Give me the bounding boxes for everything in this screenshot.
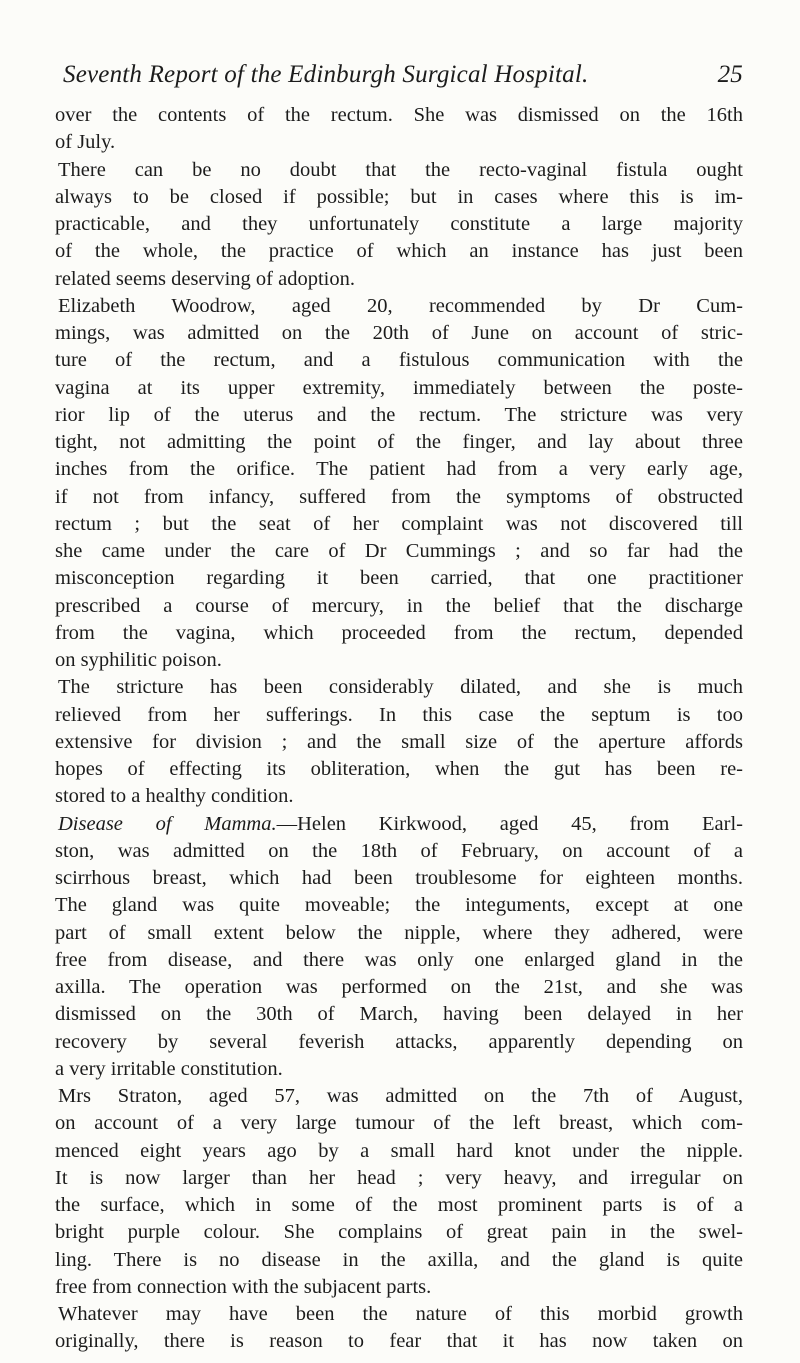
line-text: bright purple colour. She complains of great pain in the swel- (55, 1221, 743, 1244)
line-text: scirrhous breast, which had been troublesome for eighteen months. (55, 867, 743, 889)
text-line (55, 484, 743, 511)
line-text: ling. There is no disease in the axilla, and the gland is quite (55, 1248, 743, 1271)
text-line (55, 157, 743, 184)
text-line (55, 920, 743, 947)
line-text: free from connection with the subjacent parts. (55, 1275, 432, 1298)
text-line (55, 756, 743, 783)
line-text: rectum ; but the seat of her complaint was not discovered till (55, 512, 743, 535)
line-text: recovery by several feverish attacks, apparently depending on (55, 1030, 743, 1053)
text-line (55, 456, 743, 483)
text-line (55, 429, 743, 456)
text-line (55, 211, 743, 238)
text-line (55, 347, 743, 374)
text-line (55, 1274, 743, 1301)
line-text: of the whole, the practice of which an instance has just been (55, 240, 743, 263)
text-line (55, 674, 743, 701)
line-text: ture of the rectum, and a fistulous communication with the (55, 349, 743, 372)
line-text: practicable, and they unfortunately constitute a large majority (55, 213, 743, 235)
text-line (55, 129, 743, 156)
line-text: dismissed on the 30th of March, having been delayed in her (55, 1003, 743, 1026)
text-line (55, 1056, 743, 1083)
line-text: on account of a very large tumour of the left breast, which com- (55, 1112, 743, 1135)
text-line (55, 1083, 743, 1110)
line-text: It is now larger than her head ; very heavy, and irregular on (55, 1166, 743, 1189)
text-line (55, 947, 743, 974)
line-text: prescribed a course of mercury, in the belief that the discharge (55, 594, 743, 617)
text-line (55, 1192, 743, 1219)
text-line (55, 293, 743, 320)
line-text: the surface, which in some of the most prominent parts is of a (55, 1194, 743, 1216)
line-text: mings, was admitted on the 20th of June on account of stric- (55, 322, 743, 344)
text-line (55, 375, 743, 402)
text-line (55, 102, 743, 129)
line-text: she came under the care of Dr Cummings ; and so far had the (55, 540, 743, 562)
text-line (55, 320, 743, 347)
text-line (55, 1219, 743, 1246)
text-line (55, 1301, 743, 1328)
line-text: related seems deserving of adoption. (55, 267, 356, 290)
text-line (55, 1110, 743, 1137)
text-line (55, 266, 743, 293)
text-line (55, 538, 743, 565)
line-text: extensive for division ; and the small size of the aperture affords (55, 730, 743, 753)
text-line (55, 783, 743, 810)
text-line (55, 402, 743, 429)
line-text: ston, was admitted on the 18th of February, on account of a (55, 839, 743, 862)
line-text: Mrs Straton, aged 57, was admitted on the 7th of August, (58, 1085, 743, 1107)
line-text: There can be no doubt that the recto-vaginal fistula ought (58, 158, 743, 181)
page-number: 25 (717, 61, 743, 88)
text-line (55, 729, 743, 756)
text-line (55, 1029, 743, 1056)
running-head-title: Seventh Report of the Edinburgh Surgical Hospital. (63, 61, 589, 88)
line-text: always to be closed if possible; but in cases where this is im- (55, 185, 743, 208)
text-line (55, 511, 743, 538)
line-text: relieved from her sufferings. In this case the septum is too (55, 703, 743, 726)
running-head (63, 60, 743, 90)
line-text: from the vagina, which proceeded from the rectum, depended (55, 621, 743, 644)
text-line (55, 1328, 743, 1355)
line-text: free from disease, and there was only one enlarged gland in the (55, 948, 743, 971)
line-text: stored to a healthy condition. (55, 785, 294, 808)
line-text: vagina at its upper extremity, immediately between the poste- (55, 376, 743, 399)
line-text: originally, there is reason to fear that it has now taken on (55, 1330, 743, 1353)
text-line (55, 647, 743, 674)
text-line (55, 974, 743, 1001)
page (55, 60, 743, 1356)
text-line (55, 184, 743, 211)
line-text: axilla. The operation was performed on the 21st, and she was (55, 976, 743, 998)
line-text: rior lip of the uterus and the rectum. The stricture was very (55, 403, 743, 426)
line-text: —Helen Kirkwood, aged 45, from Earl- (276, 812, 743, 835)
line-text: a very irritable constitution. (55, 1057, 283, 1080)
line-text: Elizabeth Woodrow, aged 20, recommended by Dr Cum- (58, 294, 743, 317)
line-text: inches from the orifice. The patient had from a very early age, (55, 458, 743, 481)
line-text: Whatever may have been the nature of this morbid growth (58, 1303, 743, 1325)
line-text: menced eight years ago by a small hard knot under the nipple. (55, 1139, 743, 1162)
line-text: The gland was quite moveable; the integuments, except at one (55, 894, 743, 917)
line-text: on syphilitic poison. (55, 649, 222, 671)
text-line (55, 238, 743, 265)
text-line (55, 620, 743, 647)
line-text: over the contents of the rectum. She was dismissed on the 16th (55, 104, 743, 126)
body-text (55, 102, 743, 1356)
line-text: misconception regarding it been carried, that one practitioner (55, 567, 743, 590)
line-text: part of small extent below the nipple, where they adhered, were (55, 921, 743, 944)
text-line (55, 702, 743, 729)
line-text: tight, not admitting the point of the finger, and lay about three (55, 431, 743, 453)
text-line (55, 892, 743, 919)
text-line (55, 811, 743, 838)
line-text: hopes of effecting its obliteration, when the gut has been re- (55, 758, 743, 780)
text-line (55, 865, 743, 892)
line-text: if not from infancy, suffered from the symptoms of obstructed (55, 485, 743, 508)
text-line (55, 1247, 743, 1274)
text-line (55, 1001, 743, 1028)
text-line (55, 838, 743, 865)
line-text: of July. (55, 131, 116, 154)
text-line (55, 1165, 743, 1192)
text-line (55, 593, 743, 620)
text-line (55, 565, 743, 592)
text-line (55, 1138, 743, 1165)
section-heading: Disease of Mamma. (58, 812, 277, 835)
line-text: The stricture has been considerably dilated, and she is much (58, 676, 743, 699)
